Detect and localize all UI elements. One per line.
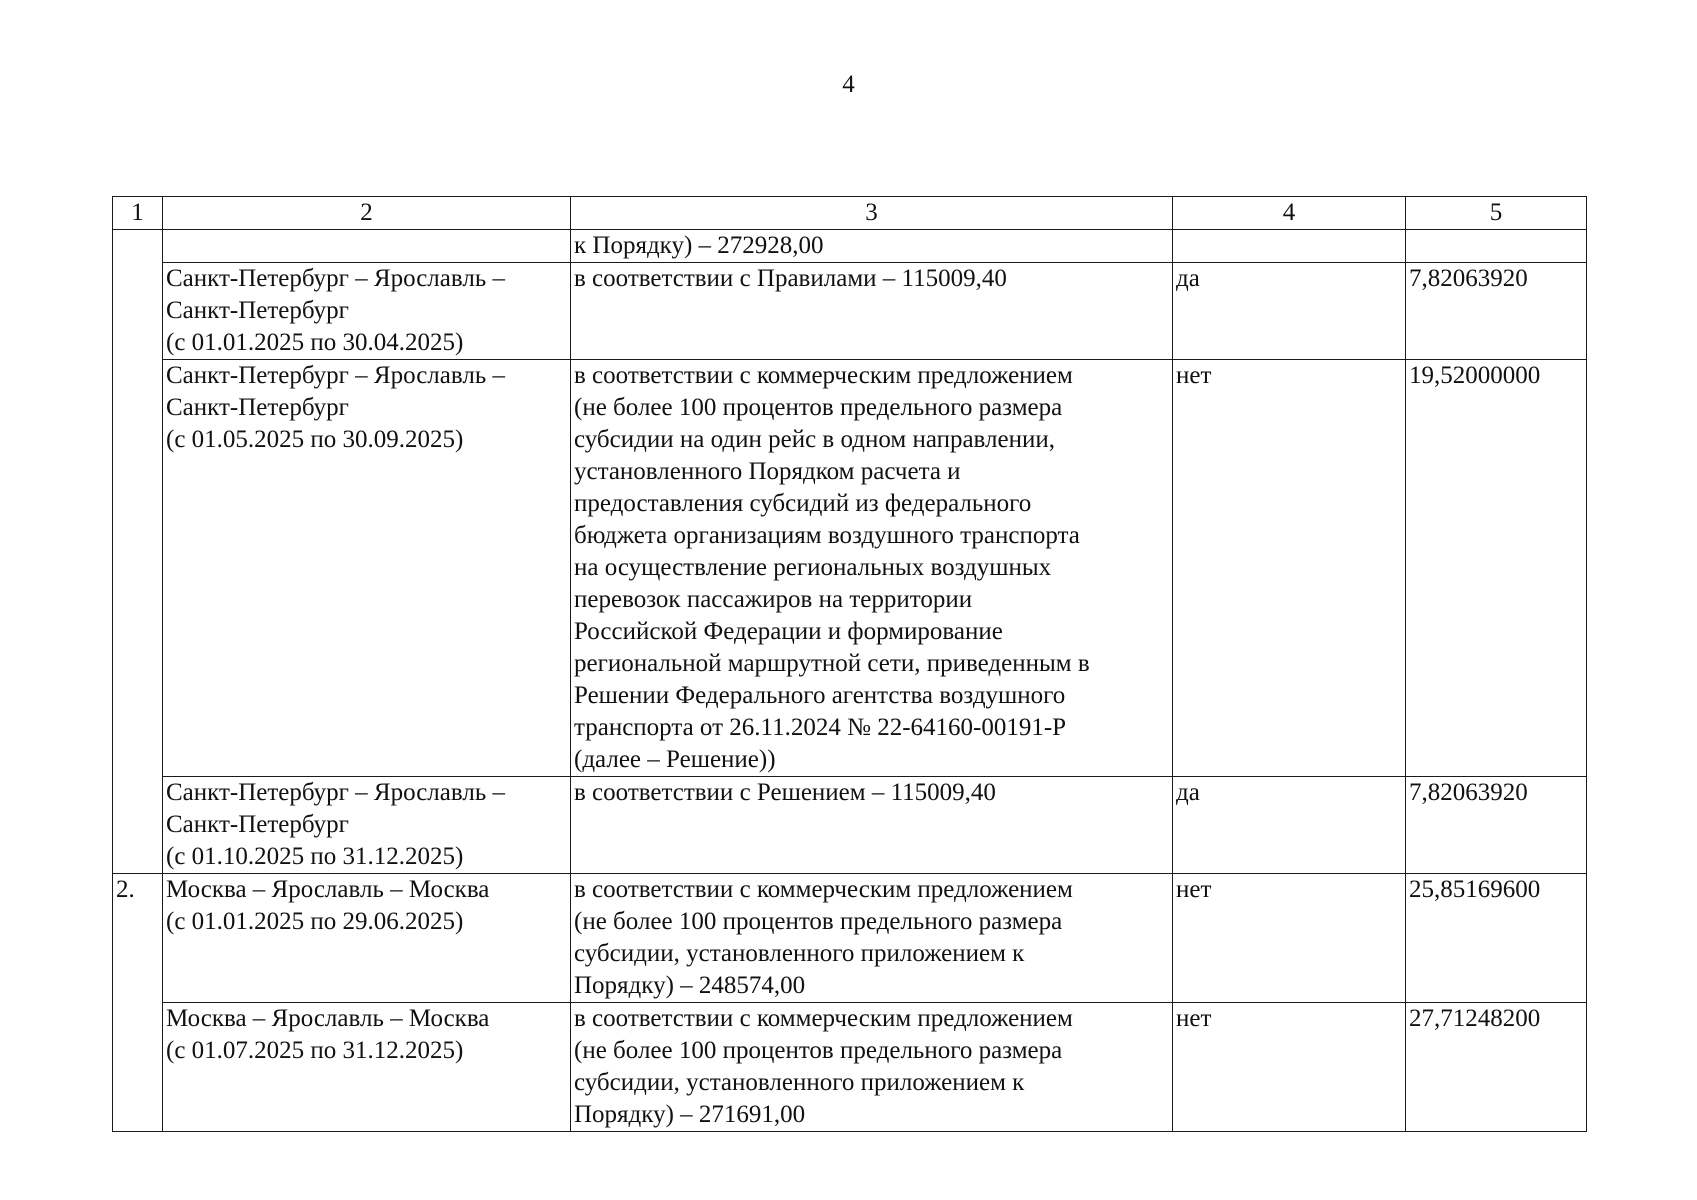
basis-line: (не более 100 процентов предельного размера [574, 1037, 1063, 1064]
route-line: Москва – Ярославль – Москва [166, 1005, 490, 1032]
table-row [113, 263, 1587, 360]
route-line: Санкт-Петербург [166, 811, 349, 838]
basis-line: (не более 100 процентов предельного размера [574, 394, 1063, 421]
basis-line: в соответствии с коммерческим предложением [574, 362, 1073, 389]
basis-line: (далее – Решение)) [574, 746, 776, 773]
route-line: Санкт-Петербург – Ярославль – [166, 362, 505, 389]
value-cell: 19,52000000 [1406, 360, 1587, 777]
route-line: (с 01.07.2025 по 31.12.2025) [166, 1037, 464, 1064]
route-line: Санкт-Петербург [166, 394, 349, 421]
basis-cell [571, 1003, 1173, 1132]
route-line: (с 01.01.2025 по 29.06.2025) [166, 908, 464, 935]
table-body [113, 230, 1587, 1132]
basis-line: Решении Федерального агентства воздушного [574, 682, 1066, 709]
basis-line: в соответствии с коммерческим предложением [574, 876, 1073, 903]
page-number: 4 [842, 71, 855, 98]
basis-line: установленного Порядком расчета и [574, 458, 961, 485]
route-line: Санкт-Петербург – Ярославль – [166, 265, 505, 292]
basis-line: в соответствии с коммерческим предложением [574, 1005, 1073, 1032]
basis-line: в соответствии с Правилами – 115009,40 [574, 265, 1007, 292]
flag-cell: нет [1173, 874, 1406, 1003]
basis-line: (не более 100 процентов предельного размера [574, 908, 1063, 935]
basis-cell [571, 263, 1173, 360]
table-row [113, 230, 1587, 263]
basis-line: к Порядку) – 272928,00 [574, 232, 824, 259]
basis-line: субсидии на один рейс в одном направлении, [574, 426, 1055, 453]
value-cell: 27,71248200 [1406, 1003, 1587, 1132]
basis-line: Порядку) – 271691,00 [574, 1101, 806, 1128]
value-cell: 7,82063920 [1406, 777, 1587, 874]
table-row [113, 1003, 1587, 1132]
basis-cell [571, 360, 1173, 777]
basis-line: перевозок пассажиров на территории [574, 586, 973, 613]
header-cell-1: 1 [113, 197, 163, 230]
basis-line: бюджета организациям воздушного транспорта [574, 522, 1080, 549]
header-cell-3: 3 [571, 197, 1173, 230]
table-header-row [113, 197, 1587, 230]
route-line: Санкт-Петербург [166, 297, 349, 324]
basis-line: субсидии, установленного приложением к [574, 940, 1025, 967]
flag-cell: да [1173, 777, 1406, 874]
route-cell [163, 230, 571, 263]
route-cell [163, 263, 571, 360]
route-line: Санкт-Петербург – Ярославль – [166, 779, 505, 806]
route-line: (с 01.10.2025 по 31.12.2025) [166, 843, 464, 870]
row-number-cell [113, 230, 163, 874]
basis-line: субсидии, установленного приложением к [574, 1069, 1025, 1096]
flag-cell: да [1173, 263, 1406, 360]
basis-line: на осуществление региональных воздушных [574, 554, 1052, 581]
header-cell-5: 5 [1406, 197, 1587, 230]
basis-line: Российской Федерации и формирование [574, 618, 1003, 645]
basis-line: региональной маршрутной сети, приведенным в [574, 650, 1090, 677]
basis-cell [571, 874, 1173, 1003]
basis-line: транспорта от 26.11.2024 № 22-64160-00191-Р [574, 714, 1067, 741]
route-line: (с 01.05.2025 по 30.09.2025) [166, 426, 464, 453]
subsidy-table [112, 196, 1587, 1132]
row-number-cell: 2. [113, 874, 163, 1132]
value-cell [1406, 230, 1587, 263]
flag-cell: нет [1173, 1003, 1406, 1132]
flag-cell [1173, 230, 1406, 263]
basis-cell [571, 230, 1173, 263]
flag-cell: нет [1173, 360, 1406, 777]
route-line: (с 01.01.2025 по 30.04.2025) [166, 329, 464, 356]
route-cell [163, 777, 571, 874]
route-cell [163, 1003, 571, 1132]
route-cell [163, 874, 571, 1003]
value-cell: 7,82063920 [1406, 263, 1587, 360]
table-row [113, 777, 1587, 874]
basis-cell [571, 777, 1173, 874]
basis-line: Порядку) – 248574,00 [574, 972, 806, 999]
basis-line: предоставления субсидий из федерального [574, 490, 1032, 517]
value-cell: 25,85169600 [1406, 874, 1587, 1003]
header-cell-4: 4 [1173, 197, 1406, 230]
header-cell-2: 2 [163, 197, 571, 230]
route-line: Москва – Ярославль – Москва [166, 876, 490, 903]
basis-line: в соответствии с Решением – 115009,40 [574, 779, 996, 806]
table-row [113, 360, 1587, 777]
table-row [113, 874, 1587, 1003]
route-cell [163, 360, 571, 777]
